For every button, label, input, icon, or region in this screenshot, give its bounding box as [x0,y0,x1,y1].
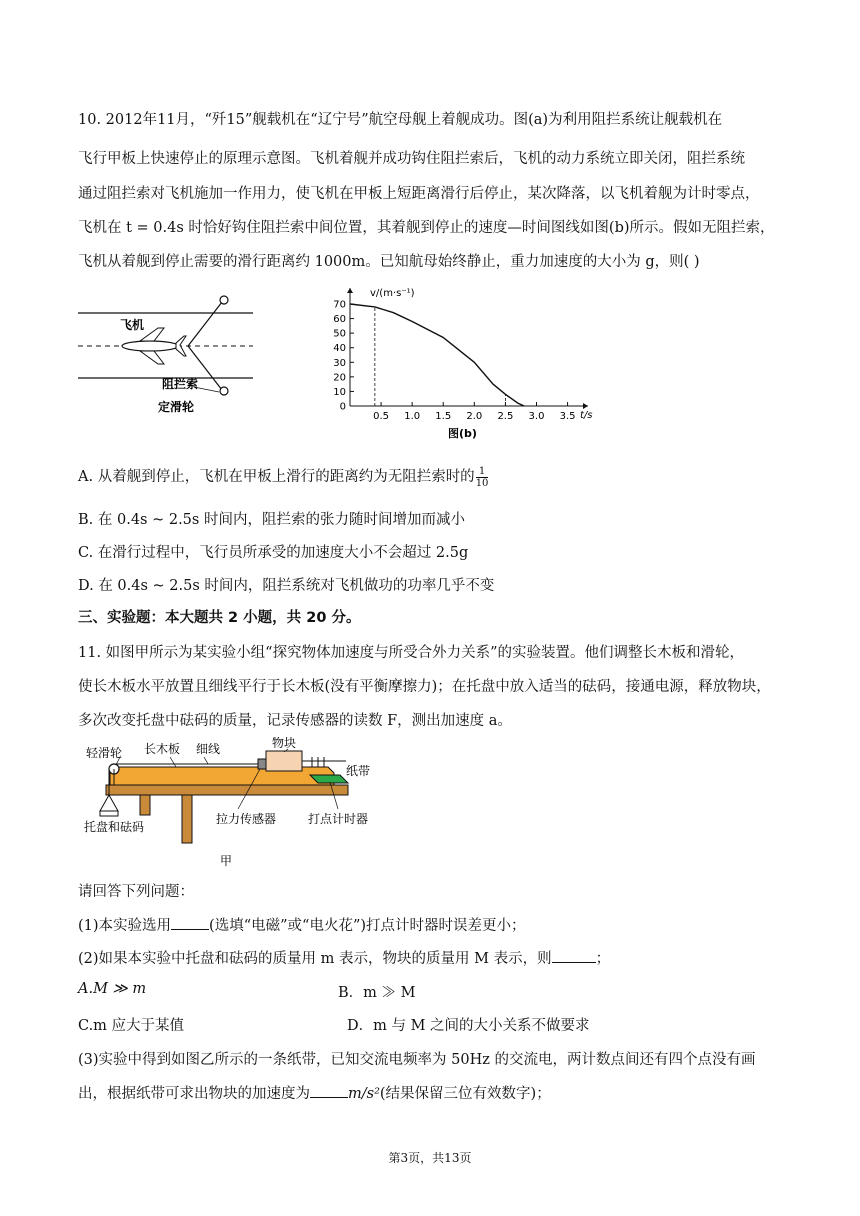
chart-x-axis-label: t/s [580,410,593,421]
velocity-time-chart [328,284,598,442]
block-icon [266,751,302,771]
q11-sub3-line-1: (3)实验中得到如图乙所示的一条纸带，已知交流电频率为 50Hz 的交流电，两计数点间还有四个点没有画 [78,1052,756,1068]
x-axis-arrow-icon [583,403,588,409]
x-tick-label: 2.0 [466,411,483,422]
y-tick-label: 30 [333,357,346,369]
q10-option-a[interactable] [78,465,488,489]
section-3-heading: 三、实验题：本大题共 2 小题，共 20 分。 [78,610,361,626]
pulley-label: 定滑轮 [158,400,195,414]
fraction-one-tenth [476,466,489,489]
y-tick-label: 20 [333,372,346,384]
q11-option-a[interactable]: A.M ≫ m [78,981,147,997]
q11-line-1: 11. 如图甲所示为某实验小组“探究物体加速度与所受合外力关系”的实验装置。他们调整长木板和滑轮， [78,645,744,661]
x-tick-label: 1.0 [404,411,421,422]
q11-sub3-line-2 [78,1082,551,1103]
page-footer: 第3页，共13页 [388,1151,472,1165]
y-tick-label: 0 [339,401,346,413]
fraction-denominator: 10 [475,477,489,489]
q11-option-d[interactable]: D．m 与 M 之间的大小关系不做要求 [347,1018,590,1034]
q10-line-4: 飞机在 t = 0.4s 时恰好钩住阻拦索中间位置，其着舰到停止的速度—时间图线如图(b)所示。假如无阻拦索， [78,220,775,236]
long-board-label: 长木板 [144,742,181,756]
table-top [106,785,348,795]
answer-blank-2[interactable] [552,948,596,963]
force-sensor [258,759,266,769]
q11-sub3-prefix: 出，根据纸带可求出物块的加速度为 [78,1086,310,1102]
plane-label: 飞机 [120,318,145,332]
bottom-pulley-icon [220,387,228,395]
x-tick-label: 3.0 [528,411,545,422]
figure-jia-caption: 甲 [220,854,233,868]
q11-sub3-suffix: (结果保留三位有效数字)； [379,1086,551,1102]
x-tick-label: 0.5 [373,411,390,422]
y-tick-label: 60 [333,314,346,326]
answer-blank-1[interactable] [171,915,209,930]
string-label: 细线 [196,742,221,756]
y-tick-label: 70 [333,299,346,311]
x-tick-label: 1.5 [435,411,452,422]
cable-label: 阻拦索 [162,377,199,391]
acceleration-unit: m/s² [348,1086,380,1102]
tray-icon [100,811,118,816]
q10-option-b[interactable]: B. 在 0.4s ~ 2.5s 时间内，阻拦索的张力随时间增加而减小 [78,512,465,528]
q10-option-d[interactable]: D. 在 0.4s ~ 2.5s 时间内，阻拦系统对飞机做功的功率几乎不变 [78,578,495,594]
answer-blank-3[interactable] [310,1083,348,1098]
q11-prompt: 请回答下列问题： [78,884,194,900]
x-tick-label: 3.5 [559,411,576,422]
tray-label: 托盘和砝码 [84,820,145,834]
light-pulley-label: 轻滑轮 [86,746,123,760]
table-leg-right [182,795,192,843]
y-tick-label: 50 [333,328,346,340]
plane-icon [122,328,186,364]
apparatus-diagram [78,737,398,877]
block-label: 物块 [272,737,297,750]
q11-line-2: 使长木板水平放置且细线平行于长木板(没有平衡摩擦力)；在托盘中放入适当的砝码，接通电源，释放物块， [78,679,771,695]
y-tick-label: 10 [333,386,346,398]
q11-sub2 [78,947,610,968]
q10-option-a-text: A. 从着舰到停止，飞机在甲板上滑行的距离约为无阻拦索时的 [78,469,475,485]
q11-line-3: 多次改变托盘中砝码的质量，记录传感器的读数 F，测出加速度 a。 [78,713,512,729]
paper-tape-label: 纸带 [346,764,371,778]
fraction-numerator: 1 [476,466,489,478]
timer-label: 打点计时器 [308,812,369,826]
velocity-curve [350,304,524,406]
top-pulley-icon [220,296,228,304]
q11-option-c[interactable]: C.m 应大于某值 [78,1018,185,1034]
q10-line-3: 通过阻拦索对飞机施加一作用力，使飞机在甲板上短距离滑行后停止，某次降落，以飞机着舰为计时零点， [78,186,760,202]
q11-option-b[interactable]: B．m ≫ M [338,985,416,1001]
table-leg-left [140,795,150,815]
q11-sub1 [78,914,526,935]
q11-sub1-prefix: (1)本实验选用 [78,918,172,934]
q10-line-5: 飞机从着舰到停止需要的滑行距离约 1000m。已知航母始终静止，重力加速度的大小为 g，则( ) [78,254,700,270]
x-tick-label: 2.5 [497,411,514,422]
q10-line-1: 10. 2012年11月，“歼15”舰载机在“辽宁号”航空母舰上着舰成功。图(a)为利用阻拦系统让舰载机在 [78,112,723,128]
q11-sub1-suffix: (选填“电磁”或“电火花”)打点计时器时误差更小； [209,918,526,934]
q11-sub2-prefix: (2)如果本实验中托盘和砝码的质量用 m 表示，物块的质量用 M 表示，则 [78,951,552,967]
q11-sub2-suffix: ； [595,951,611,967]
q10-line-2: 飞行甲板上快速停止的原理示意图。飞机着舰并成功钩住阻拦索后，飞机的动力系统立即关闭，阻拦系统 [78,151,745,167]
y-tick-label: 40 [333,343,346,355]
y-axis-arrow-icon [347,288,353,293]
figure-a-diagram [78,290,268,445]
force-sensor-label: 拉力传感器 [216,812,277,826]
chart-y-axis-label: v/(m·s⁻¹) [370,288,415,299]
q10-option-c[interactable]: C. 在滑行过程中，飞行员所承受的加速度大小不会超过 2.5g [78,545,469,561]
chart-caption: 图(b) [448,427,477,440]
